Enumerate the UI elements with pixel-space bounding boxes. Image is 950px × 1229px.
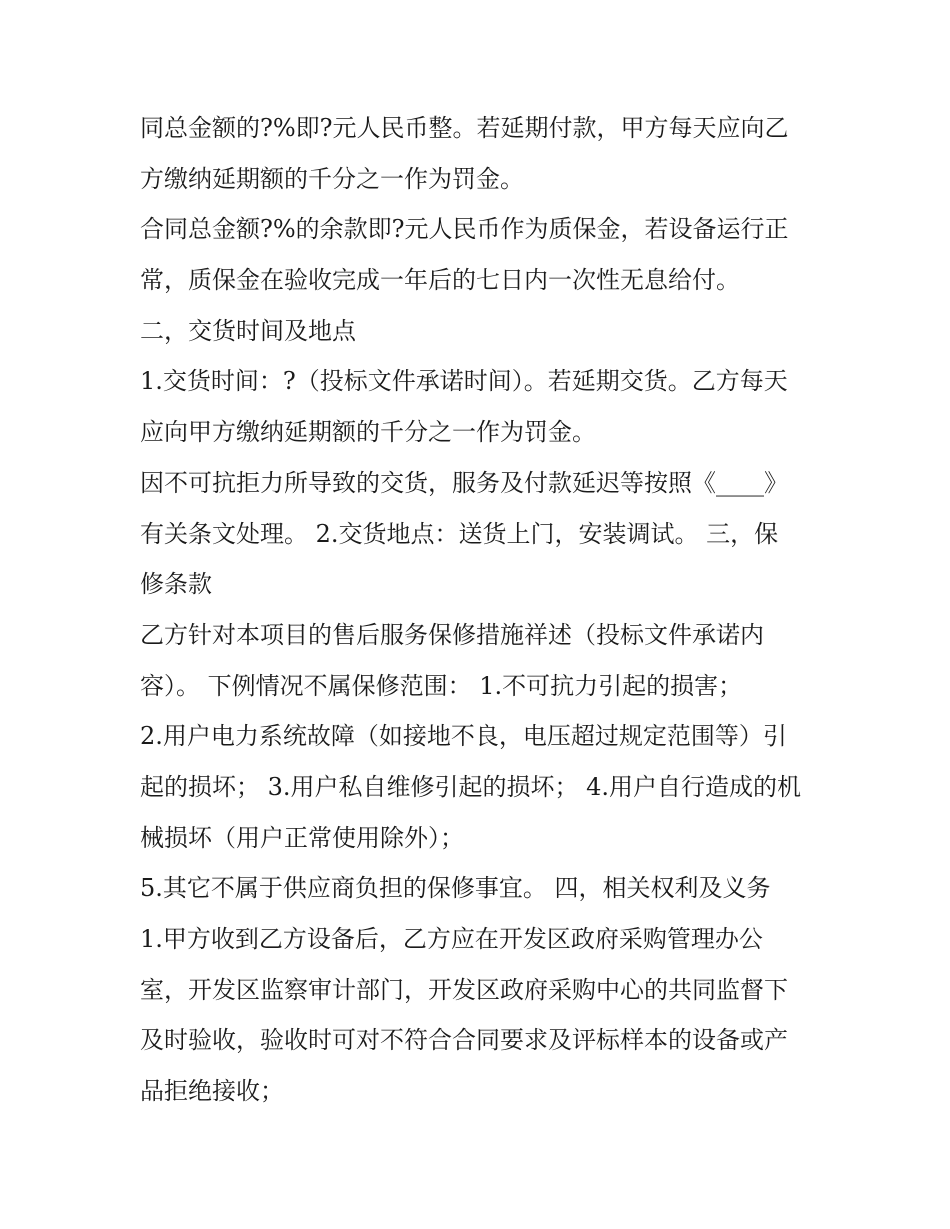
text-line: 1.交货时间：?（投标文件承诺时间）。若延期交货。乙方每天 — [140, 367, 788, 396]
text-line: 常，质保金在验收完成一年后的七日内一次性无息给付。 — [140, 266, 740, 295]
text-line: 及时验收，验收时可对不符合合同要求及评标样本的设备或产 — [140, 1026, 788, 1055]
section-heading-delivery: 二，交货时间及地点 — [140, 316, 356, 345]
text-line: 因不可抗拒力所导致的交货，服务及付款延迟等按照《____》 — [140, 468, 788, 497]
text-line: 2.用户电力系统故障（如接地不良，电压超过规定范围等）引 — [140, 722, 787, 751]
text-line: 修条款 — [140, 570, 212, 599]
text-line: 品拒绝接收； — [140, 1077, 284, 1106]
text-line: 械损坏（用户正常使用除外）； — [140, 823, 464, 852]
text-line: 5.其它不属于供应商负担的保修事宜。 四，相关权利及义务 — [140, 874, 771, 903]
text-line: 应向甲方缴纳延期额的千分之一作为罚金。 — [140, 418, 596, 447]
text-line: 室，开发区监察审计部门，开发区政府采购中心的共同监督下 — [140, 975, 788, 1004]
text-line: 有关条文处理。 2.交货地点：送货上门，安装调试。 三，保 — [140, 519, 779, 548]
text-line: 合同总金额?%的余款即?元人民币作为质保金，若设备运行正 — [140, 215, 789, 244]
text-line: 起的损坏； 3.用户私自维修引起的损坏； 4.用户自行造成的机 — [140, 772, 802, 801]
text-line: 同总金额的?%即?元人民币整。若延期付款，甲方每天应向乙 — [140, 114, 789, 142]
text-line: 方缴纳延期额的千分之一作为罚金。 — [140, 164, 524, 193]
text-line: 1.甲方收到乙方设备后，乙方应在开发区政府采购管理办公 — [140, 925, 763, 953]
text-line: 容）。 下例情况不属保修范围： 1.不可抗力引起的损害； — [140, 671, 743, 700]
contract-text-body — [140, 103, 830, 1117]
text-line: 乙方针对本项目的售后服务保修措施祥述（投标文件承诺内 — [140, 620, 764, 649]
